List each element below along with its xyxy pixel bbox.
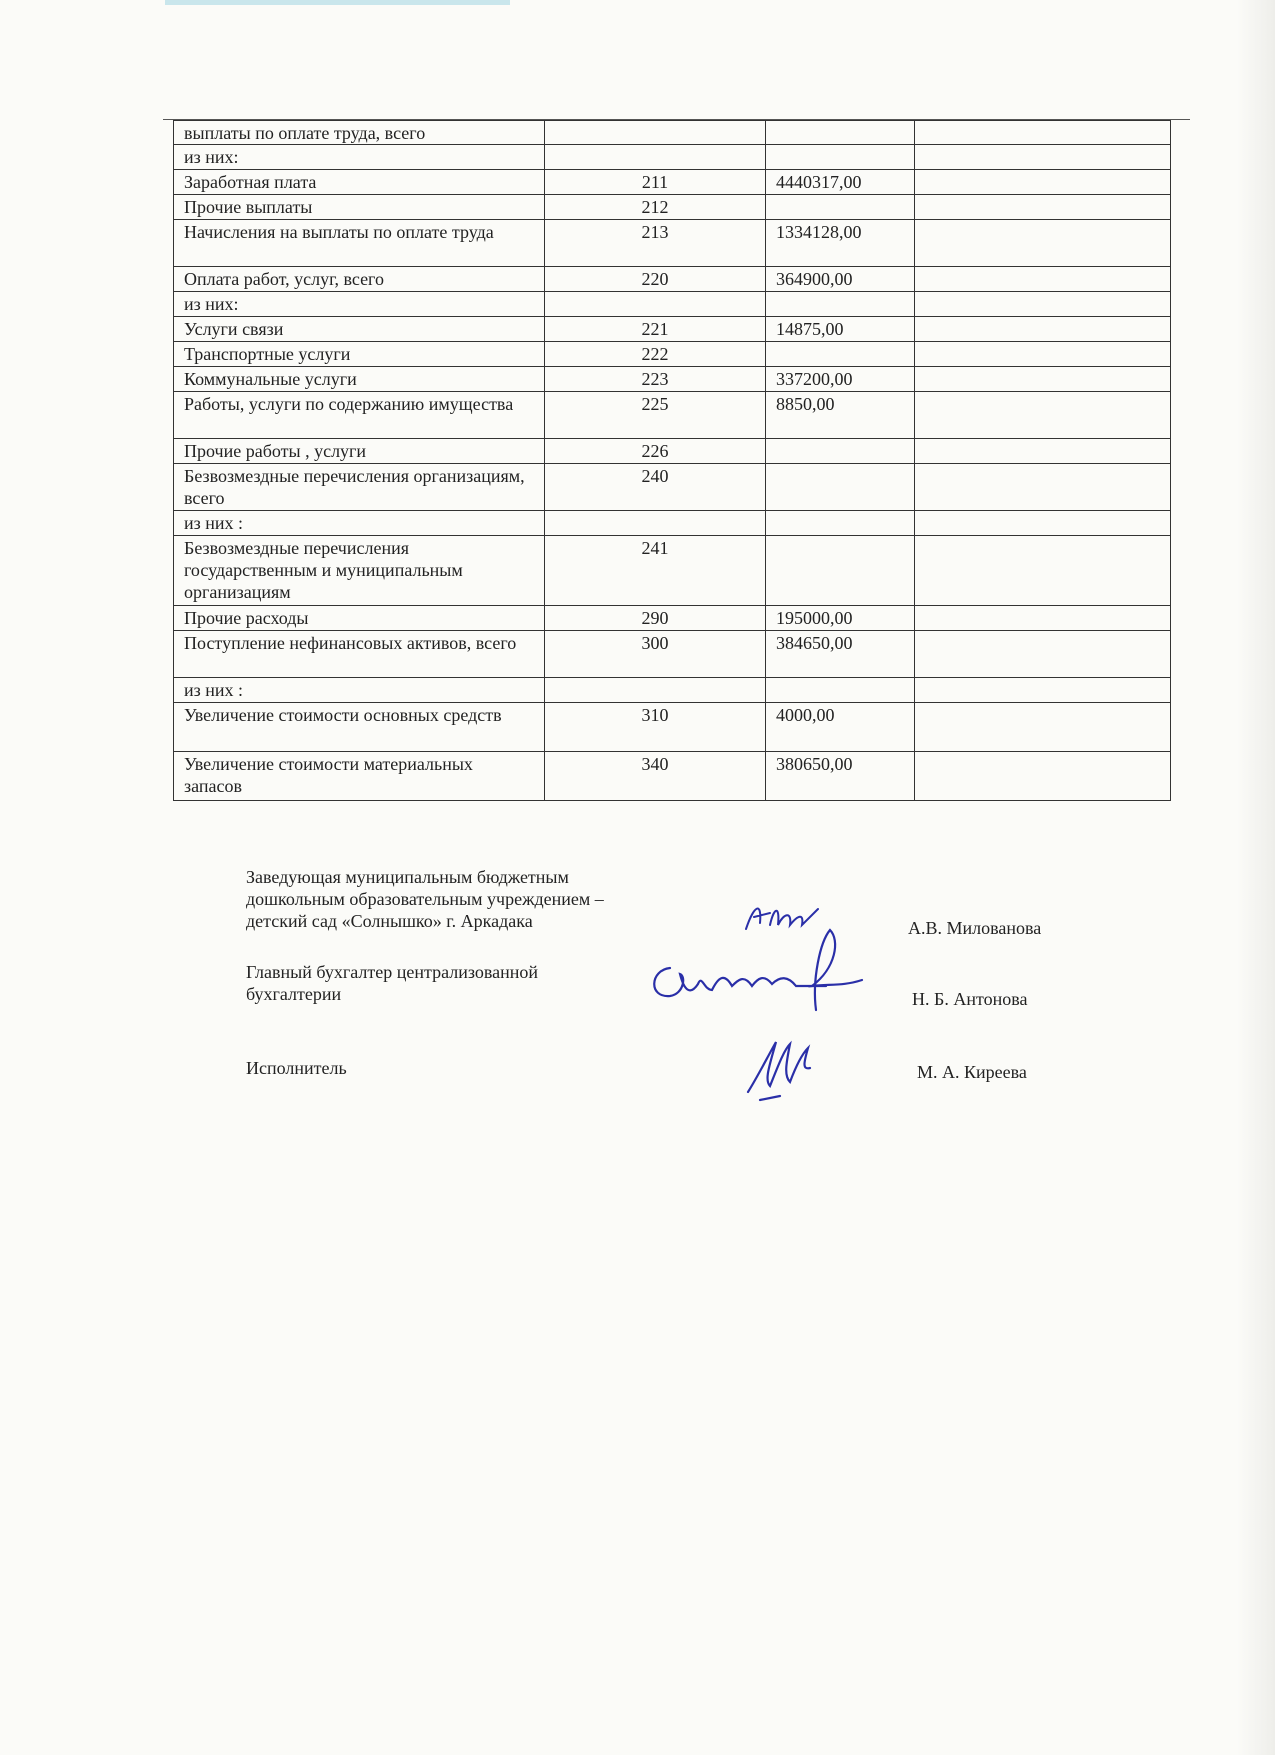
row-name: Транспортные услуги [174,342,545,367]
table-row [174,439,1171,464]
row-extra [915,220,1171,267]
row-extra [915,678,1171,703]
row-amount: 195000,00 [766,606,915,631]
row-code: 240 [545,464,766,511]
executor-title: Исполнитель [246,1058,347,1078]
row-code [545,145,766,170]
row-extra [915,606,1171,631]
accountant-name: Н. Б. Антонова [912,989,1028,1009]
row-extra [915,511,1171,536]
row-amount: 4440317,00 [766,170,915,195]
table-row [174,292,1171,317]
row-extra [915,752,1171,801]
row-extra [915,292,1171,317]
row-name: Начисления на выплаты по оплате труда [174,220,545,267]
executor-signature-icon [740,1036,830,1106]
row-extra [915,367,1171,392]
row-code: 290 [545,606,766,631]
row-name: Безвозмездные перечисления организациям, всего [174,464,545,511]
row-amount [766,439,915,464]
table-row [174,317,1171,342]
row-code [545,511,766,536]
row-extra [915,170,1171,195]
row-extra [915,439,1171,464]
row-name: Увеличение стоимости материальных запасов [174,752,545,801]
row-code: 221 [545,317,766,342]
row-amount [766,511,915,536]
row-code: 212 [545,195,766,220]
row-amount: 14875,00 [766,317,915,342]
table-row [174,631,1171,678]
row-code: 241 [545,536,766,606]
row-code [545,121,766,145]
row-name: выплаты по оплате труда, всего [174,121,545,145]
row-extra [915,392,1171,439]
row-name: Заработная плата [174,170,545,195]
row-name: Прочие расходы [174,606,545,631]
table-row [174,170,1171,195]
row-amount: 8850,00 [766,392,915,439]
row-name: Безвозмездные перечисления государственным и муниципальным организациям [174,536,545,606]
row-amount: 364900,00 [766,267,915,292]
row-name: Оплата работ, услуг, всего [174,267,545,292]
table-row [174,703,1171,752]
budget-table-body [174,121,1171,801]
row-code: 222 [545,342,766,367]
row-name: из них : [174,678,545,703]
row-amount [766,121,915,145]
accountant-signature-icon [640,920,880,1020]
row-extra [915,145,1171,170]
director-title [246,866,686,932]
director-title-line: детский сад «Солнышко» г. Аркадака [246,911,533,931]
row-code [545,292,766,317]
row-amount [766,195,915,220]
row-amount: 380650,00 [766,752,915,801]
row-code: 226 [545,439,766,464]
scan-artifact [165,0,510,5]
row-amount [766,292,915,317]
row-name: из них: [174,145,545,170]
row-extra [915,464,1171,511]
table-row [174,195,1171,220]
row-extra [915,317,1171,342]
row-code: 220 [545,267,766,292]
row-amount [766,678,915,703]
row-code [545,678,766,703]
row-amount: 1334128,00 [766,220,915,267]
budget-table [173,120,1171,801]
director-title-line: дошкольным образовательным учреждением – [246,889,604,909]
scan-edge-shadow [1237,0,1275,1755]
director-title-line: Заведующая муниципальным бюджетным [246,867,569,887]
row-extra [915,342,1171,367]
row-amount: 384650,00 [766,631,915,678]
director-name: А.В. Милованова [908,918,1042,938]
row-amount: 337200,00 [766,367,915,392]
row-amount: 4000,00 [766,703,915,752]
row-extra [915,536,1171,606]
row-name: Работы, услуги по содержанию имущества [174,392,545,439]
row-name: Увеличение стоимости основных средств [174,703,545,752]
row-code: 223 [545,367,766,392]
accountant-title-line: Главный бухгалтер централизованной [246,962,538,982]
table-row [174,678,1171,703]
row-extra [915,703,1171,752]
row-amount [766,536,915,606]
table-row [174,220,1171,267]
accountant-title-line: бухгалтерии [246,984,342,1004]
row-amount [766,464,915,511]
row-extra [915,121,1171,145]
row-code: 340 [545,752,766,801]
table-row [174,267,1171,292]
row-name: Прочие работы , услуги [174,439,545,464]
row-code: 211 [545,170,766,195]
executor-name: М. А. Киреева [917,1062,1027,1082]
row-name: Услуги связи [174,317,545,342]
row-name: из них : [174,511,545,536]
table-row [174,145,1171,170]
table-row [174,511,1171,536]
table-row [174,121,1171,145]
row-name: Прочие выплаты [174,195,545,220]
row-name: Коммунальные услуги [174,367,545,392]
row-code: 310 [545,703,766,752]
table-row [174,367,1171,392]
row-extra [915,631,1171,678]
row-extra [915,195,1171,220]
table-row [174,752,1171,801]
accountant-title [246,961,666,1005]
row-amount [766,342,915,367]
table-row [174,464,1171,511]
table-row [174,342,1171,367]
row-extra [915,267,1171,292]
table-row [174,392,1171,439]
row-code: 300 [545,631,766,678]
row-amount [766,145,915,170]
row-name: Поступление нефинансовых активов, всего [174,631,545,678]
row-name: из них: [174,292,545,317]
row-code: 213 [545,220,766,267]
table-row [174,536,1171,606]
table-row [174,606,1171,631]
row-code: 225 [545,392,766,439]
